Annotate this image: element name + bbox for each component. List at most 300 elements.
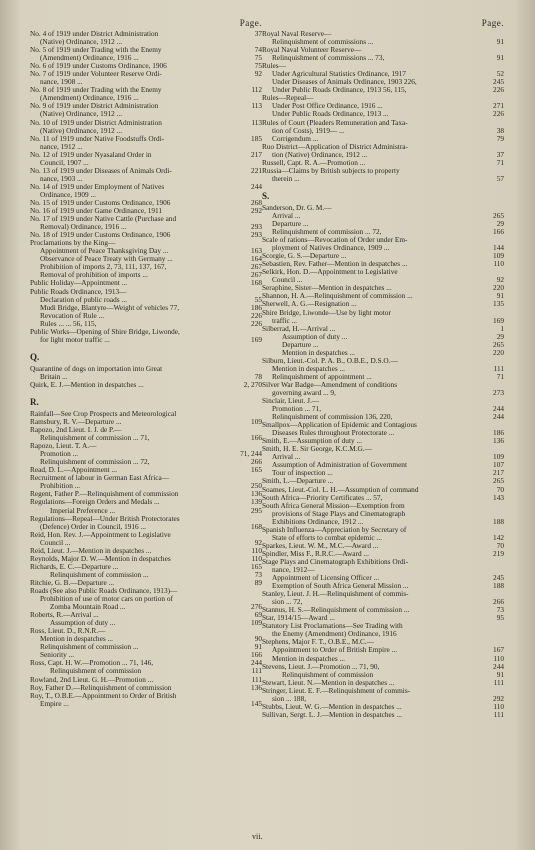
entry-page-number	[501, 421, 504, 429]
entry-page-number: 244	[493, 405, 504, 414]
entry-page-number: 145	[251, 699, 262, 708]
entry-page-number: 29	[496, 332, 504, 341]
section-letter	[30, 394, 262, 410]
entry-text: (Amendment) Ordinance, 1916 ...	[40, 54, 139, 63]
entry-page-number: 111	[493, 364, 504, 373]
index-entry	[30, 46, 262, 54]
index-entry	[262, 300, 504, 308]
entry-text: Roy, T., O.B.E.—Appointment to Order of British	[30, 691, 177, 700]
entry-page-number: 188	[493, 517, 504, 526]
entry-page-number	[501, 397, 504, 405]
index-entry	[30, 207, 262, 215]
index-entry	[30, 619, 262, 627]
entry-text: traffic ...	[272, 316, 297, 325]
index-entry	[262, 453, 504, 461]
entry-text: Council, 1907 ...	[40, 158, 89, 167]
entry-text: Statutory List Proclamations—See Trading with	[262, 622, 403, 631]
entry-text: Stephens, Major F. T., O.B.E., M.C.—	[262, 638, 375, 647]
entry-text: Exemption of South Africa General Mission ...	[272, 582, 409, 591]
index-entry	[262, 341, 504, 349]
entry-page-number: 109	[251, 619, 262, 628]
index-entry	[262, 711, 504, 719]
index-entry	[30, 474, 262, 482]
index-entry	[30, 312, 262, 320]
entry-page-number: 107	[493, 461, 504, 470]
entry-text: Departure ...	[272, 219, 309, 228]
entry-text: Removal) Ordinance, 1916 ...	[40, 223, 127, 232]
index-entry	[30, 199, 262, 207]
entry-text: Public Holiday—Appointment ...	[30, 279, 128, 288]
index-entry	[30, 426, 262, 434]
index-entry	[262, 405, 504, 413]
index-entry	[262, 606, 504, 614]
entry-page-number: 245	[493, 574, 504, 583]
entry-text: Promotion ...	[40, 450, 79, 459]
index-entry	[30, 466, 262, 474]
entry-page-number: 217	[493, 469, 504, 478]
entry-text: No. 7 of 1919 under Volunteer Reserve Ordi-	[30, 70, 162, 79]
index-entry	[262, 135, 504, 143]
index-entry	[30, 320, 262, 328]
entry-text: Silberrad, H.—Arrival ...	[262, 324, 336, 333]
entry-page-number: 57	[496, 174, 504, 183]
entry-page-number	[501, 46, 504, 54]
entry-page-number: 92	[254, 538, 262, 547]
entry-text: Reynolds, Major D. W.—Mention in despatches	[30, 554, 171, 563]
index-entry	[30, 450, 262, 458]
entry-text: Appointment of Peace Thanksgiving Day ...	[40, 247, 169, 256]
entry-page-number: 169	[493, 316, 504, 325]
entry-page-number: 143	[493, 493, 504, 502]
entry-page-number: 221	[251, 166, 262, 175]
index-entry	[262, 349, 504, 357]
entry-page-number	[501, 62, 504, 70]
index-entry	[30, 127, 262, 135]
entry-page-number: 91	[496, 38, 504, 47]
index-entry	[262, 590, 504, 598]
entry-page-number: 37	[254, 30, 262, 38]
index-entry	[30, 442, 262, 450]
index-entry	[262, 518, 504, 526]
right-index-column	[262, 18, 504, 719]
entry-text: Mention in despatches ...	[40, 635, 113, 644]
entry-page-number: 293	[251, 223, 262, 232]
entry-text: Ordinance, 1909 ...	[40, 190, 96, 199]
entry-text: Promotion ... 71,	[272, 405, 322, 414]
entry-text: No. 11 of 1919 under Native Foodstuffs Ordi-	[30, 134, 165, 143]
entry-text: Relinquishment of commission ... 72,	[40, 458, 150, 467]
index-entry	[30, 595, 262, 603]
index-entry	[262, 284, 504, 292]
index-entry	[30, 659, 262, 667]
entry-page-number: 70	[496, 541, 504, 550]
index-entry	[30, 94, 262, 102]
entry-page-number: 89	[254, 578, 262, 587]
section-letter	[30, 349, 262, 365]
entry-page-number: 163	[251, 247, 262, 256]
index-entry	[262, 102, 504, 110]
entry-text: Quirk, E. J.—Mention in despatches ...	[30, 380, 144, 389]
entry-page-number	[501, 687, 504, 695]
index-entry	[30, 263, 262, 271]
entry-text: Ross, Lieut. D., R.N.R.—	[30, 627, 106, 636]
entry-text: Relinquishment of commissions ... 73,	[272, 54, 385, 63]
entry-text: Shire Bridge, Liwonde—Use by light motor	[262, 308, 391, 317]
entry-text: Recruitment of labour in German East Africa—	[30, 474, 170, 483]
entry-text: (Native) Ordinance, 1912 ...	[40, 38, 123, 47]
entry-page-number: 265	[493, 340, 504, 349]
entry-page-number: 110	[251, 554, 262, 563]
entry-text: Quarantine of dogs on importation into Great	[30, 364, 163, 373]
index-entry	[30, 539, 262, 547]
entry-text: Mudi Bridge, Blantyre—Weight of vehicles 77,	[40, 303, 180, 312]
entry-text: Relinquishment of commission ...	[40, 643, 139, 652]
entry-page-number: 111	[251, 667, 262, 676]
entry-text: Britain ...	[40, 372, 68, 381]
entry-text: South Africa General Mission—Exemption from	[262, 501, 405, 510]
entry-page-number: 70	[496, 485, 504, 494]
entry-text: Ruo District—Application of District Administra-	[262, 142, 408, 151]
entry-text: Sparkes, Lieut. W. M., M.C.—Award ...	[262, 541, 379, 550]
entry-page-number	[501, 94, 504, 102]
entry-text: Relinquishment of commission ... 71,	[40, 434, 150, 443]
index-entry	[262, 477, 504, 485]
entry-page-number: 110	[493, 654, 504, 663]
entry-text: No. 6 of 1919 under Customs Ordinance, 1906	[30, 62, 167, 71]
index-entry	[262, 38, 504, 46]
index-entry	[262, 54, 504, 62]
index-entry	[30, 643, 262, 651]
entry-text: the Enemy (Amendment) Ordinance, 1916	[272, 630, 397, 639]
index-entry	[30, 700, 262, 708]
index-entry	[30, 288, 262, 296]
entry-page-number: 268	[251, 198, 262, 207]
entry-page-number: 168	[251, 522, 262, 531]
entry-text: No. 12 of 1919 under Nyasaland Order in	[30, 150, 152, 159]
index-entry	[262, 244, 504, 252]
entry-text: Mention in despatches ...	[272, 364, 345, 373]
entry-text: Smith, L.—Departure ...	[262, 477, 334, 486]
entry-page-number: 293	[251, 231, 262, 240]
index-entry	[262, 542, 504, 550]
index-entry	[30, 70, 262, 78]
entry-text: Seraphine, Sister—Mention in despatches ...	[262, 284, 392, 293]
entry-text: Regent, Father P.—Relinquishment of commission	[30, 490, 179, 499]
entry-text: Under Agricultural Statistics Ordinance, 1917	[272, 70, 406, 79]
index-entry	[262, 119, 504, 127]
entry-text: Stevens, Lieut. J.—Promotion ... 71, 90,	[262, 662, 380, 671]
left-entries	[30, 30, 262, 708]
entry-text: Rapozo, 2nd Lieut. I. J. de P.—	[30, 426, 122, 435]
index-entry	[262, 151, 504, 159]
entry-text: Reid, Lieut. J.—Mention in despatches ...	[30, 546, 152, 555]
entry-page-number	[501, 357, 504, 365]
index-entry	[30, 54, 262, 62]
index-entry	[262, 317, 504, 325]
entry-text: Star, 1914/15—Award ...	[262, 614, 335, 623]
entry-text: No. 4 of 1919 under District Administration	[30, 30, 159, 38]
entry-text: (Native) Ordinance, 1912 ...	[40, 110, 123, 119]
entry-page-number: 90	[254, 635, 262, 644]
index-entry	[30, 458, 262, 466]
index-entry	[262, 212, 504, 220]
entry-text: ployment of Natives Ordinance, 1909 ...	[272, 244, 390, 253]
entry-text: Under Public Roads Ordinance, 1913 ...	[272, 110, 389, 119]
entry-text: Royal Naval Reserve—	[262, 30, 332, 38]
entry-text: Removal of prohibition of imports ...	[40, 271, 148, 280]
index-entry	[262, 663, 504, 671]
index-entry	[30, 102, 262, 110]
entry-page-number: 244	[251, 182, 262, 191]
entry-text: Relinquishment of commission ...	[50, 570, 149, 579]
entry-text: No. 10 of 1919 under District Administration	[30, 118, 162, 127]
index-entry	[30, 515, 262, 523]
entry-text: nance, 1908 ...	[40, 78, 83, 87]
entry-text: therein ...	[272, 174, 300, 183]
index-entry	[262, 260, 504, 268]
index-entry	[30, 86, 262, 94]
index-entry	[262, 292, 504, 300]
entry-page-number: 29	[496, 219, 504, 228]
index-entry	[262, 566, 504, 574]
entry-page-number: 136	[493, 437, 504, 446]
entry-page-number: 92	[254, 70, 262, 79]
entry-page-number: 226	[493, 86, 504, 95]
index-entry	[30, 611, 262, 619]
index-entry	[262, 389, 504, 397]
entry-page-number	[501, 502, 504, 510]
entry-text: Rules of Court (Pleaders Remuneration and Taxa-	[262, 118, 408, 127]
entry-page-number: 71	[496, 158, 504, 167]
entry-page-number: 71	[496, 372, 504, 381]
entry-text: Diseases Rules throughout Protectorate ...	[272, 429, 395, 438]
index-entry	[30, 381, 262, 389]
entry-text: Assumption of Administration of Government	[272, 461, 407, 470]
index-entry	[262, 204, 504, 212]
entry-page-number: 73	[254, 570, 262, 579]
entry-page-number: 109	[251, 418, 262, 427]
entry-text: Ritchie, G. B.—Departure ...	[30, 578, 115, 587]
index-entry	[30, 667, 262, 675]
entry-page-number: 109	[493, 252, 504, 261]
entry-text: Tour of inspection ...	[272, 469, 333, 478]
index-entry	[30, 635, 262, 643]
index-entry	[30, 627, 262, 635]
index-entry	[262, 159, 504, 167]
section-letter-text: R.	[30, 396, 39, 407]
entry-page-number: 110	[493, 702, 504, 711]
index-entry	[30, 365, 262, 373]
index-entry	[262, 494, 504, 502]
entry-text: Regulations—Foreign Orders and Medals ...	[30, 498, 160, 507]
index-entry	[30, 159, 262, 167]
entry-page-number: 91	[254, 643, 262, 652]
entry-page-number	[501, 558, 504, 566]
entry-text: Arrival ...	[272, 211, 301, 220]
index-entry	[30, 523, 262, 531]
index-entry	[30, 531, 262, 539]
entry-text: Under Diseases of Animals Ordinance, 1903 226,	[272, 78, 417, 87]
entry-page-number: 73	[496, 606, 504, 615]
entry-page-number: 109	[493, 453, 504, 462]
index-entry	[30, 498, 262, 506]
entry-text: Mention in despatches ...	[282, 348, 355, 357]
entry-page-number: 71, 244	[240, 450, 262, 459]
index-entry	[30, 555, 262, 563]
entry-text: Assumption of duty ...	[50, 619, 116, 628]
entry-text: Spanish Influenza—Appreciation by Secretary of	[262, 525, 407, 534]
entry-page-number: 111	[251, 675, 262, 684]
entry-text: Under Public Roads Ordinance, 1913 56, 115,	[272, 86, 407, 95]
index-entry	[262, 309, 504, 317]
index-entry	[262, 268, 504, 276]
index-entry	[262, 550, 504, 558]
entry-page-number: 276	[251, 603, 262, 612]
entry-text: Relinquishment of commission ... 72,	[272, 228, 382, 237]
index-entry	[30, 119, 262, 127]
index-entry	[262, 582, 504, 590]
left-index-column	[30, 18, 262, 708]
entry-page-number: 136	[251, 683, 262, 692]
entry-page-number: 250	[251, 482, 262, 491]
entry-text: Sherwell, A. G.—Resignation ...	[262, 300, 357, 309]
page-number-footer: vii.	[252, 832, 263, 841]
entry-page-number: 136	[251, 490, 262, 499]
entry-page-number: 292	[493, 694, 504, 703]
entry-text: Appointment to Order of British Empire ...	[272, 646, 398, 655]
entry-page-number: 144	[493, 244, 504, 253]
index-entry	[30, 410, 262, 418]
index-entry	[262, 46, 504, 54]
page-column-header: Page.	[239, 18, 262, 28]
section-letter-text: S.	[262, 190, 270, 201]
entry-page-number: 91	[496, 670, 504, 679]
entry-page-number: 226	[251, 311, 262, 320]
entry-page-number	[501, 167, 504, 175]
entry-page-number: 245	[493, 78, 504, 87]
index-entry	[262, 381, 504, 389]
entry-page-number	[501, 590, 504, 598]
entry-page-number: 1	[500, 324, 504, 333]
entry-text: No. 14 of 1919 under Employment of Natives	[30, 182, 165, 191]
index-entry	[30, 603, 262, 611]
entry-text: sion ... 188,	[272, 694, 307, 703]
entry-text: Smith, E.—Assumption of duty ...	[262, 437, 362, 446]
entry-page-number: 186	[251, 303, 262, 312]
index-entry	[262, 638, 504, 646]
index-entry	[30, 692, 262, 700]
index-entry	[30, 587, 262, 595]
entry-page-number: 79	[496, 134, 504, 143]
index-entry	[262, 703, 504, 711]
entry-text: (Native) Ordinance, 1912 ...	[40, 126, 123, 135]
index-entry	[262, 127, 504, 135]
entry-page-number	[501, 526, 504, 534]
entry-text: Stewart, Lieut. N.—Mention in despatches ...	[262, 678, 395, 687]
entry-text: Silver War Badge—Amendment of conditions	[262, 380, 398, 389]
index-entry	[262, 110, 504, 118]
entry-page-number	[501, 268, 504, 276]
entry-page-number: 135	[493, 300, 504, 309]
entry-page-number: 113	[251, 118, 262, 127]
entry-page-number	[501, 119, 504, 127]
section-letter-text: Q.	[30, 351, 40, 362]
entry-text: Sinclair, Lieut. J.—	[262, 397, 320, 406]
entry-page-number: 110	[251, 546, 262, 555]
entry-page-number: 271	[493, 102, 504, 111]
entry-text: Relinquishment of appointment ...	[272, 372, 372, 381]
entry-text: Revocation of Rule ...	[40, 311, 105, 320]
entry-text: Arrival ...	[272, 453, 301, 462]
entry-page-number: 220	[493, 284, 504, 293]
index-entry	[30, 676, 262, 684]
index-entry	[30, 38, 262, 46]
entry-text: No. 8 of 1919 under Trading with the Enemy	[30, 86, 162, 95]
entry-page-number	[501, 566, 504, 574]
index-entry	[262, 421, 504, 429]
entry-text: Sanderson, Dr. G. M.—	[262, 203, 332, 212]
entry-text: Relinquishment of commission 136, 220,	[272, 413, 393, 422]
entry-text: Ramsbury, R. V.—Departure ...	[30, 418, 122, 427]
entry-text: Observance of Peace Treaty with Germany ...	[40, 255, 173, 264]
entry-text: Council ...	[40, 538, 71, 547]
index-entry	[262, 687, 504, 695]
entry-text: No. 15 of 1919 under Customs Ordinance, 1906	[30, 198, 171, 207]
entry-page-number: 266	[493, 598, 504, 607]
entry-text: Prohibition of imports 2, 73, 111, 137, 167,	[40, 263, 167, 272]
index-entry	[30, 507, 262, 515]
entry-text: tion of Costs), 1919— ...	[272, 126, 345, 135]
index-entry	[262, 574, 504, 582]
index-entry	[262, 437, 504, 445]
entry-text: Prohibition of use of motor cars on portion of	[40, 595, 173, 604]
index-entry	[30, 418, 262, 426]
index-entry	[262, 228, 504, 236]
entry-page-number: 265	[493, 477, 504, 486]
entry-text: Corrigendum ...	[272, 134, 319, 143]
entry-page-number: 244	[251, 659, 262, 668]
right-entries	[262, 30, 504, 719]
index-entry	[30, 223, 262, 231]
entry-page-number	[501, 204, 504, 212]
entry-page-number: 219	[493, 549, 504, 558]
index-entry	[262, 62, 504, 70]
entry-text: Rules—Repeal—	[262, 94, 314, 103]
entry-text: nance, 1903 ...	[40, 174, 83, 183]
index-entry	[30, 135, 262, 143]
entry-page-number: 265	[493, 211, 504, 220]
index-entry	[262, 175, 504, 183]
index-entry	[30, 151, 262, 159]
entry-page-number: 165	[251, 562, 262, 571]
entry-text: Russell, Capt. R. A.—Promotion ...	[262, 158, 366, 167]
entry-text: Zomba Mountain Road ...	[50, 603, 126, 612]
entry-page-number	[501, 236, 504, 244]
index-entry	[262, 94, 504, 102]
index-entry	[262, 646, 504, 654]
index-entry	[262, 413, 504, 421]
entry-text: nance, 1912—	[272, 566, 315, 574]
entry-page-number	[501, 143, 504, 151]
index-entry	[30, 110, 262, 118]
index-entry	[262, 86, 504, 94]
entry-page-number: 267	[251, 263, 262, 272]
entry-text: Relinquishment of commissions ...	[272, 38, 374, 47]
entry-page-number: 267	[251, 271, 262, 280]
entry-page-number: 244	[493, 413, 504, 422]
entry-page-number: 185	[251, 134, 262, 143]
entry-text: Rules—	[262, 62, 286, 71]
